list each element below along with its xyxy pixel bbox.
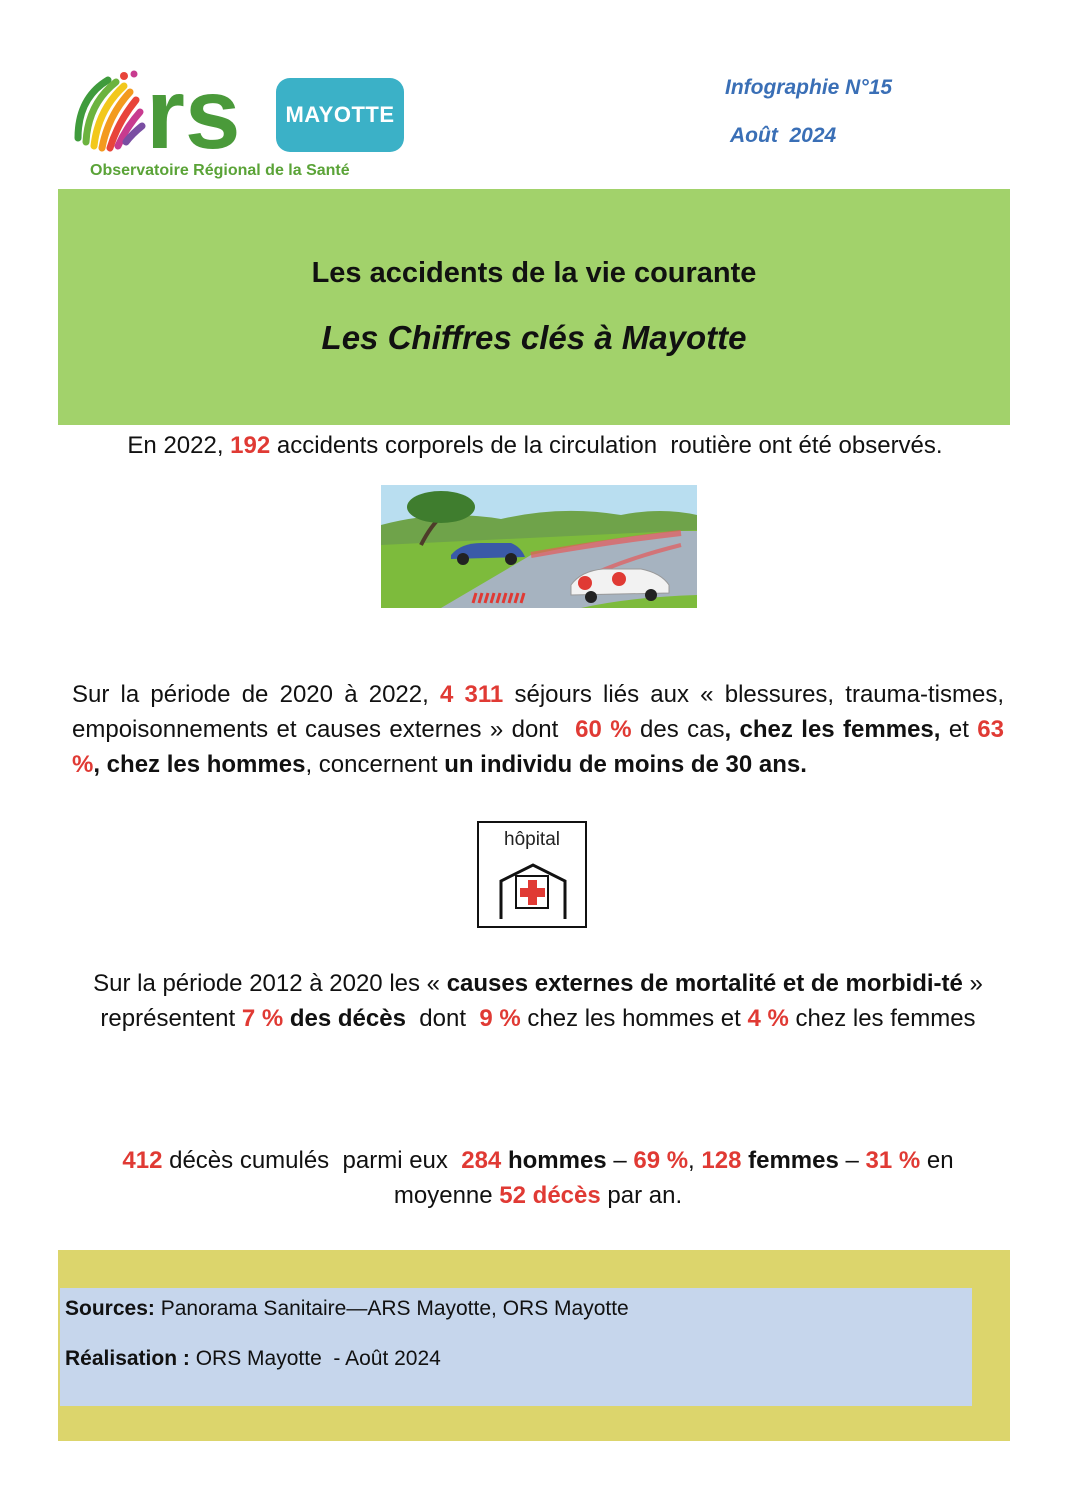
text-span: – (838, 1147, 866, 1174)
hospital-stays-text (72, 677, 1011, 782)
sources-label: Sources: (65, 1297, 155, 1320)
hospital-building-icon (497, 859, 569, 921)
text-span: chez les femmes (788, 1005, 976, 1032)
highlight-number: 192 (230, 432, 271, 459)
title-banner (58, 189, 1010, 425)
text-span: séjours liés aux « blessures, trauma-tismes, empoisonnements et causes externes » dont (72, 681, 1011, 743)
realisation-line (65, 1347, 441, 1371)
hospital-label: hôpital (504, 829, 560, 850)
text-span: chez les hommes et (520, 1005, 748, 1032)
text-span: Sur la période de 2020 à 2022, (72, 681, 440, 708)
text-span: et (940, 716, 978, 743)
highlight-number: 9 % (479, 1005, 521, 1032)
page-title: Les accidents de la vie courante (311, 257, 757, 289)
logo-subtitle: Observatoire Régional de la Santé (90, 162, 350, 179)
bold-text: , chez les femmes, (724, 716, 941, 743)
sources-box (60, 1288, 972, 1406)
page-subtitle: Les Chiffres clés à Mayotte (321, 319, 747, 356)
realisation-value: ORS Mayotte - Août 2024 (189, 1347, 441, 1370)
bold-text: des décès (283, 1005, 406, 1032)
highlight-number: 412 (122, 1147, 163, 1174)
highlight-number: 4 311 (440, 681, 504, 708)
highlight-number: 7 % (241, 1005, 284, 1032)
bold-text: hommes (501, 1147, 607, 1174)
text-span: En 2022, (127, 432, 231, 459)
text-span: Sur la période 2012 à 2020 les « (93, 970, 447, 997)
text-span: , (688, 1147, 702, 1174)
text-span: » représentent (100, 970, 990, 1032)
text-span: , concernent (305, 751, 445, 778)
highlight-number: 31 % (865, 1147, 921, 1174)
text-span: par an. (600, 1182, 683, 1209)
ors-logo (68, 68, 408, 188)
highlight-number: 52 décès (499, 1182, 601, 1209)
mayotte-badge: MAYOTTE (276, 78, 404, 152)
highlight-number: 4 % (747, 1005, 789, 1032)
sources-value: Panorama Sanitaire—ARS Mayotte, ORS Mayotte (154, 1297, 629, 1320)
mortality-text (72, 966, 1004, 1036)
text-span: accidents corporels de la circulation routière ont été observés. (270, 432, 943, 459)
publication-date: Août 2024 (730, 124, 837, 147)
car-accident-illustration (381, 485, 697, 608)
text-span: en moyenne (393, 1147, 961, 1209)
hospital-icon (477, 821, 587, 928)
road-accidents-text (60, 428, 1010, 463)
footer-panel (58, 1250, 1010, 1441)
highlight-number: 284 (461, 1147, 502, 1174)
ors-logo-mark (68, 68, 280, 160)
text-span: – (606, 1147, 634, 1174)
highlight-number: 128 (701, 1147, 742, 1174)
ors-logo-letters: rs (146, 68, 241, 160)
text-span: dont (405, 1005, 480, 1032)
infographie-number: Infographie N°15 (725, 76, 893, 99)
highlight-number: 60 % (575, 716, 632, 743)
text-span: des cas (631, 716, 725, 743)
deaths-summary-text (72, 1143, 1004, 1213)
sources-line (65, 1297, 629, 1321)
bold-text: , chez les hommes (93, 751, 306, 778)
highlight-number: 69 % (633, 1147, 689, 1174)
bold-text: un individu de moins de 30 ans. (444, 751, 807, 778)
text-span: décès cumulés parmi eux (162, 1147, 462, 1174)
bold-text: femmes (741, 1147, 839, 1174)
realisation-label: Réalisation : (65, 1347, 190, 1370)
highlight-number: 63 % (72, 716, 1004, 778)
bold-text: causes externes de mortalité et de morbidi-té (446, 970, 963, 997)
